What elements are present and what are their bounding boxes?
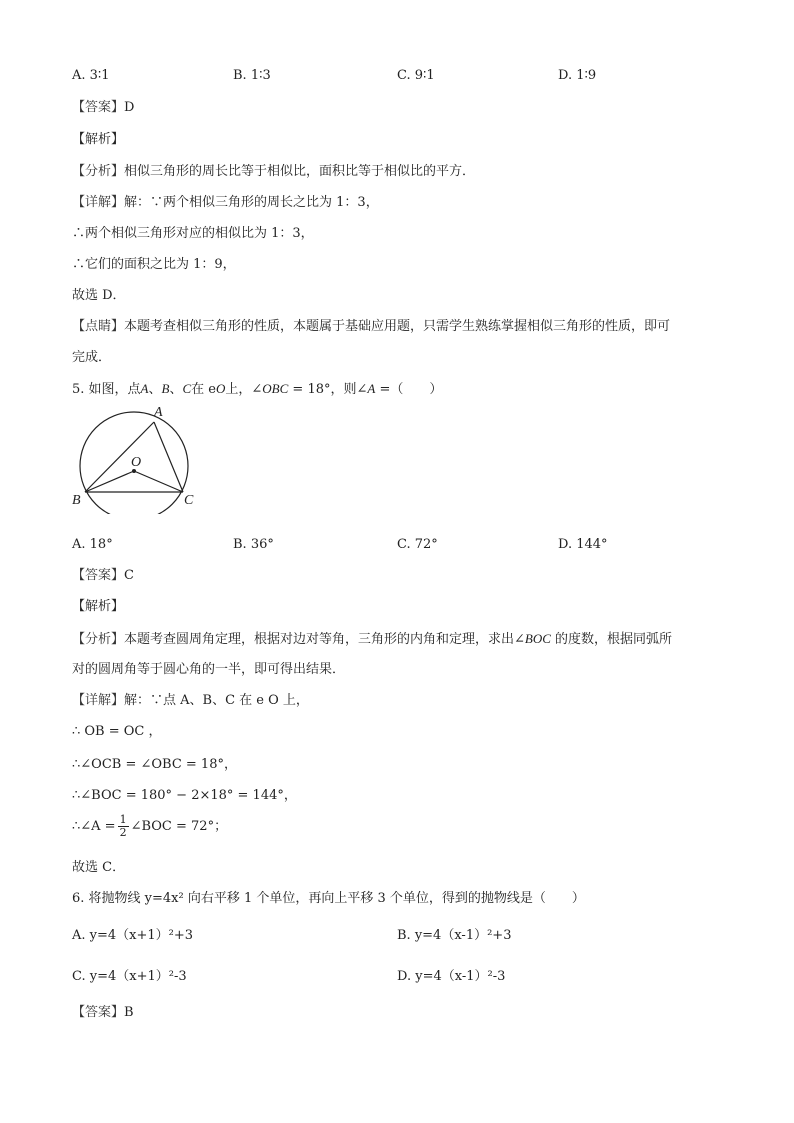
q4-option-a: A. 3∶1	[72, 68, 110, 83]
q6-option-b: B. y=4（x-1）²+3	[397, 928, 512, 943]
label-o: O	[131, 455, 142, 470]
segment-ob	[85, 471, 134, 492]
q4-answer: 【答案】D	[72, 100, 135, 115]
q5-detail-3: ∴∠OCB = ∠OBC = 18°，	[72, 757, 237, 772]
q4-jiexi: 【解析】	[72, 132, 125, 147]
q6-stem: 6. 将抛物线 y=4x² 向右平移 1 个单位，再向上平移 3 个单位，得到的抛物线是（ ）	[72, 891, 585, 906]
label-a: A	[154, 405, 163, 420]
q5-option-d: D. 144°	[558, 537, 608, 552]
q4-detail-4: 故选 D．	[72, 288, 126, 303]
q5-jiexi: 【解析】	[72, 599, 125, 614]
q5-option-a: A. 18°	[72, 537, 113, 552]
q5-analysis-1: 【分析】本题考查圆周角定理，根据对边对等角，三角形的内角和定理，求出∠BOC 的度数，根据同弧所	[72, 631, 673, 647]
segment-ab	[85, 422, 154, 492]
q4-option-b: B. 1∶3	[233, 68, 271, 83]
q5-detail-2: ∴ OB = OC ，	[72, 724, 162, 739]
q4-analysis: 【分析】相似三角形的周长比等于相似比，面积比等于相似比的平方．	[72, 164, 476, 179]
q6-option-c: C. y=4（x+1）²-3	[72, 969, 187, 984]
q4-detail-2: ∴两个相似三角形对应的相似比为 1：3，	[72, 226, 314, 241]
q5-detail-5: ∴∠A = $\frac{1}{2}$ ∠BOC = 72°；	[72, 813, 228, 839]
q5-answer: 【答案】C	[72, 568, 134, 583]
fraction-one-half: $\frac{1}{2}$	[119, 813, 127, 839]
q6-option-a: A. y=4（x+1）²+3	[72, 928, 194, 943]
q4-detail-1: 【详解】解：∵两个相似三角形的周长之比为 1：3，	[72, 195, 379, 210]
q5-detail-6: 故选 C．	[72, 860, 126, 875]
circle-figure	[66, 402, 206, 514]
q4-comment-1: 【点睛】本题考查相似三角形的性质，本题属于基础应用题，只需学生熟练掌握相似三角形的性质，即可	[72, 319, 671, 334]
q5-option-b: B. 36°	[233, 537, 274, 552]
label-c: C	[184, 493, 194, 508]
q5-detail-4: ∴∠BOC = 180° − 2×18° = 144°，	[72, 788, 297, 803]
q4-detail-3: ∴它们的面积之比为 1：9，	[72, 257, 236, 272]
q5-detail-1: 【详解】解：∵点 A、B、C 在 e O 上，	[72, 693, 309, 708]
q5-stem: 5. 如图，点A、B、C在 eO上，∠OBC = 18°，则∠A =（ ）	[72, 381, 443, 397]
q4-option-d: D. 1∶9	[558, 68, 597, 83]
q4-option-c: C. 9∶1	[397, 68, 435, 83]
q5-analysis-2: 对的圆周角等于圆心角的一半，即可得出结果．	[72, 662, 346, 677]
label-b: B	[72, 493, 81, 508]
q5-option-c: C. 72°	[397, 537, 438, 552]
q4-comment-2: 完成．	[72, 350, 112, 365]
q6-option-d: D. y=4（x-1）²-3	[397, 969, 506, 984]
q6-answer: 【答案】B	[72, 1005, 134, 1020]
